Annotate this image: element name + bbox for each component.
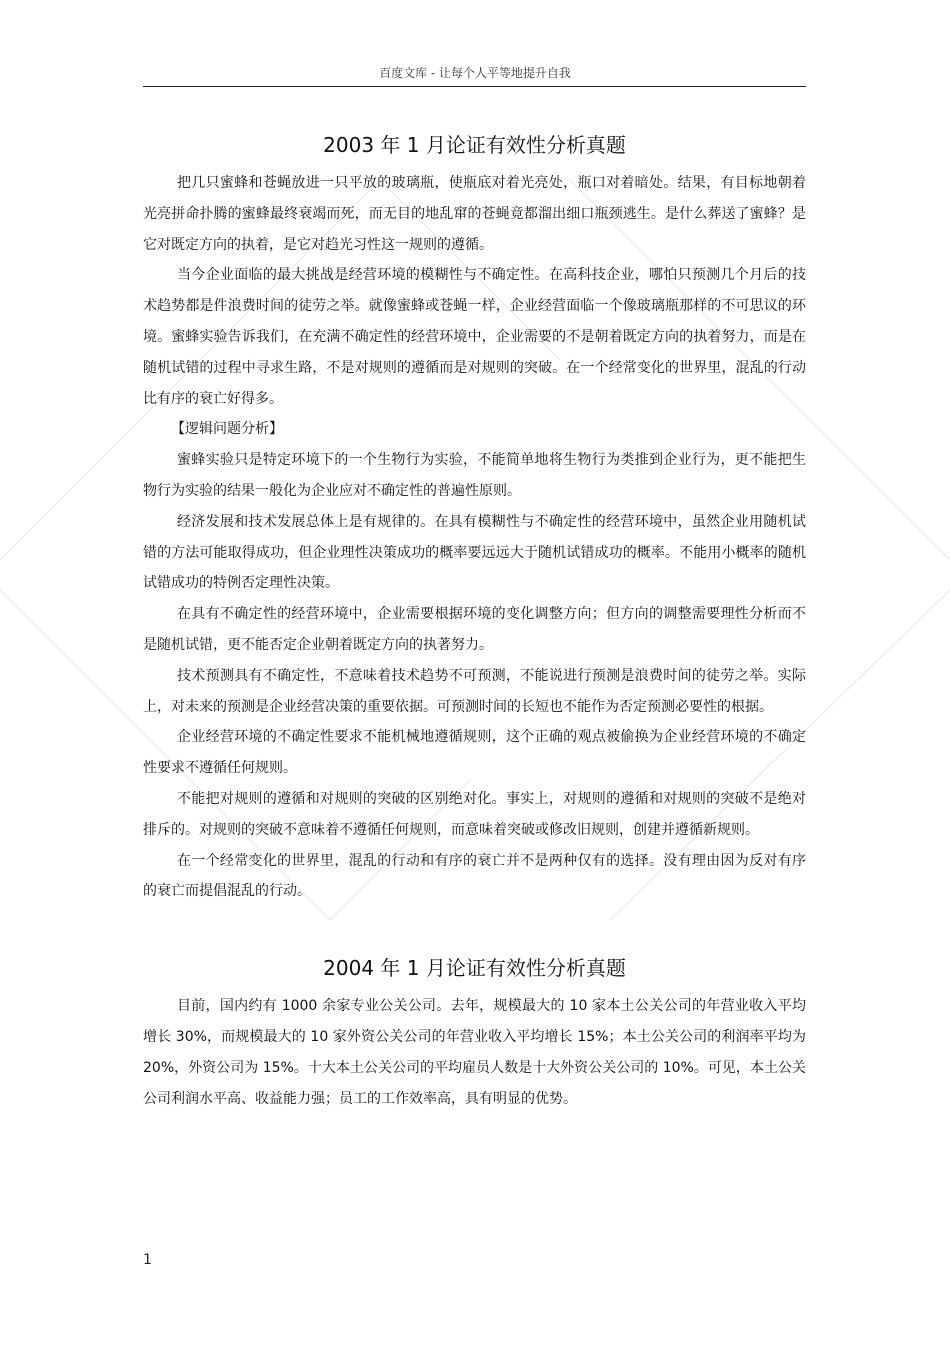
- section-title-2003: 2003 年 1 月论证有效性分析真题: [323, 133, 626, 157]
- analysis-paragraph: 技术预测具有不确定性，不意味着技术趋势不可预测，不能说进行预测是浪费时间的徒劳之举。实际上，对未来的预测是企业经营决策的重要依据。可预测时间的长短也不能作为否定预测必要性的根据。: [143, 667, 806, 715]
- document-body: [143, 128, 806, 1114]
- page-number: 1: [143, 1252, 152, 1268]
- analysis-paragraph: 蜜蜂实验只是特定环境下的一个生物行为实验，不能简单地将生物行为类推到企业行为，更不能把生物行为实验的结果一般化为企业应对不确定性的普遍性原则。: [143, 452, 806, 499]
- header-divider: [143, 86, 806, 87]
- page-header: 百度文库 - 让每个人平等地提升自我: [379, 66, 571, 80]
- analysis-paragraph: 经济发展和技术发展总体上是有规律的。在具有模糊性与不确定性的经营环境中，虽然企业用随机试错的方法可能取得成功，但企业理性决策成功的概率要远远大于随机试错成功的概率。不能用小概率的随机试错成功的特例否定理性决策。: [143, 513, 806, 592]
- section-title-2004: 2004 年 1 月论证有效性分析真题: [323, 956, 626, 981]
- analysis-paragraph: 在一个经常变化的世界里，混乱的行动和有序的衰亡并不是两种仅有的选择。没有理由因为反对有序的衰亡而提倡混乱的行动。: [143, 852, 806, 900]
- analysis-paragraph: 在具有不确定性的经营环境中，企业需要根据环境的变化调整方向；但方向的调整需要理性分析而不是随机试错，更不能否定企业朝着既定方向的执著努力。: [143, 606, 806, 653]
- analysis-heading: 【逻辑问题分析】: [171, 421, 283, 438]
- paragraph: 当今企业面临的最大挑战是经营环境的模糊性与不确定性。在高科技企业，哪怕只预测几个月后的技术趋势都是件浪费时间的徒劳之举。就像蜜蜂或苍蝇一样，企业经营面临一个像玻璃瓶那样的不可思议的环境。蜜蜂实验告诉我们，在充满不确定性的经营环境中，企业需要的不是朝着既定方向的执着努力，而是在随机试错的过程中寻求生路，不是对规则的遵循而是对规则的突破。在一个经常变化的世界里，混乱的行动比有序的衰亡好得多。: [143, 267, 806, 407]
- paragraph: 目前，国内约有 1000 余家专业公关公司。去年，规模最大的 10 家本土公关公司的年营业收入平均增长 30%，而规模最大的 10 家外资公关公司的年营业收入平均增长 15%；本土公关公司的利润率平均为 20%，外资公司为 15%。十大本土公关公司的平均雇员人数是十大外资公关公司的 10%。可见，本土公关公司利润水平高、收益能力强；员工的工作效率高，具有明显的优势。: [143, 998, 806, 1107]
- analysis-paragraph: 不能把对规则的遵循和对规则的突破的区别绝对化。事实上，对规则的遵循和对规则的突破不是绝对排斥的。对规则的突破不意味着不遵循任何规则，而意味着突破或修改旧规则，创建并遵循新规则。: [143, 790, 806, 838]
- analysis-paragraph: 企业经营环境的不确定性要求不能机械地遵循规则，这个正确的观点被偷换为企业经营环境的不确定性要求不遵循任何规则。: [143, 729, 806, 777]
- paragraph: 把几只蜜蜂和苍蝇放进一只平放的玻璃瓶，使瓶底对着光亮处，瓶口对着暗处。结果，有目标地朝着光亮拼命扑腾的蜜蜂最终衰竭而死，而无目的地乱窜的苍蝇竟都溜出细口瓶颈逃生。是什么葬送了蜜蜂？是它对既定方向的执着，是它对趋光习性这一规则的遵循。: [143, 175, 806, 253]
